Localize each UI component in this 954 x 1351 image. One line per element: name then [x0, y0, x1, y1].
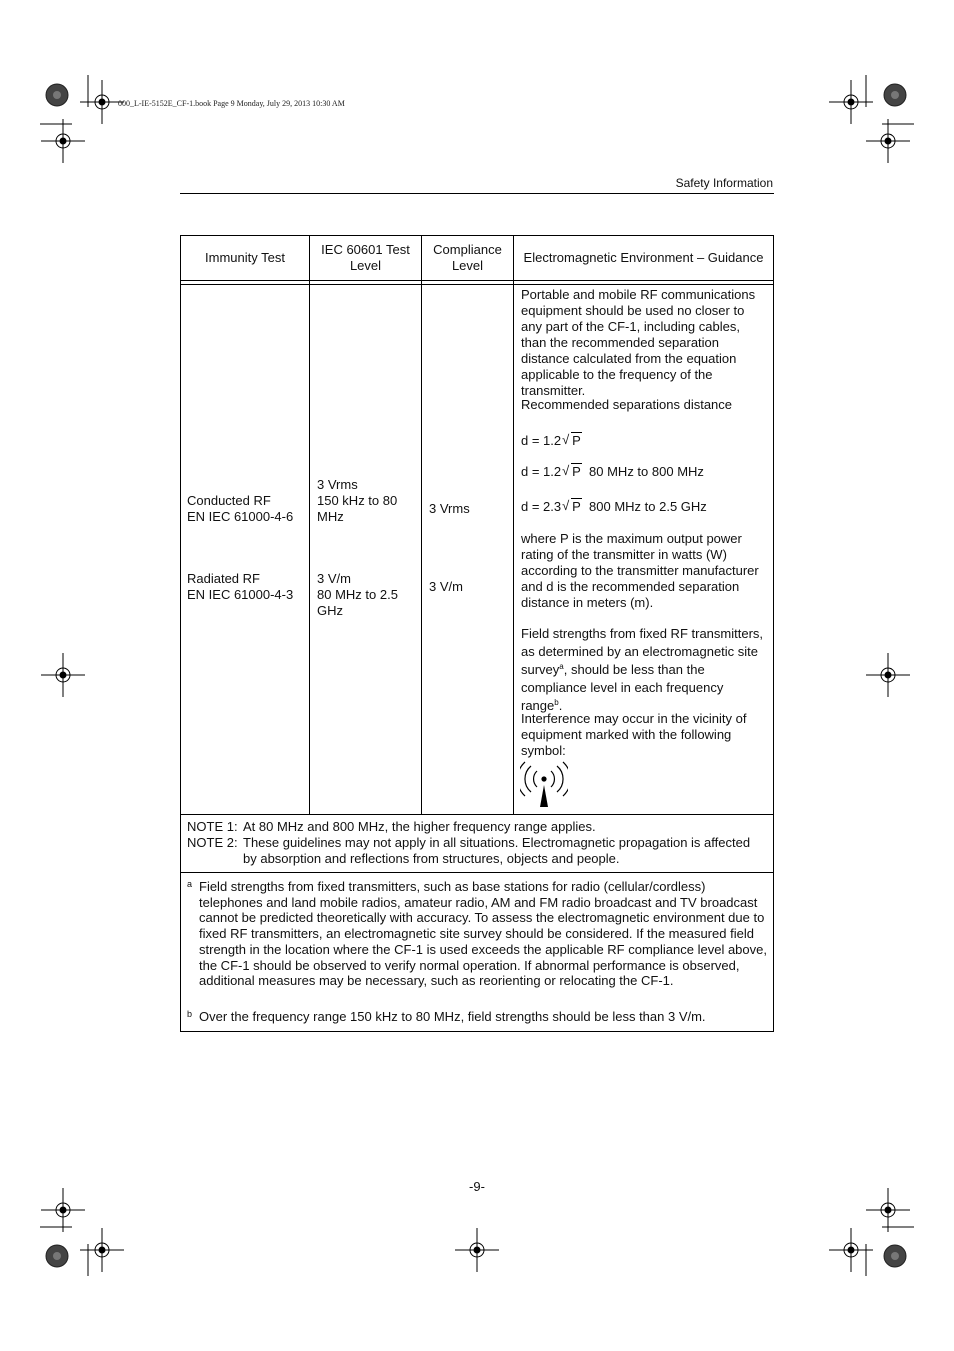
guidance-power-definition: where P is the maximum output power rating of the transmitter in watts (W) according to the transmitter manufacturer and d is the recommended separation distance in meters (m). — [521, 531, 759, 610]
radiated-rf-level: 3 V/m 80 MHz to 2.5 GHz — [317, 571, 398, 618]
formula-1-prefix: d = 1.2 — [521, 433, 562, 448]
col-divider-3 — [513, 236, 514, 814]
note-2: NOTE 2: These guidelines may not apply in all situations. Electromagnetic propagation is affected by absorption and reflections from structures, objects and people. — [187, 835, 751, 866]
col-header-guidance: Electromagnetic Environment – Guidance — [523, 250, 764, 265]
col-header-test-level: IEC 60601 Test Level — [321, 242, 410, 273]
col-divider-1 — [309, 236, 310, 814]
col-header-immunity-test: Immunity Test — [205, 250, 285, 265]
note-1: NOTE 1: At 80 MHz and 800 MHz, the higher frequency range applies. — [187, 819, 596, 834]
col-header-compliance-level: Compliance Level — [433, 242, 502, 273]
col-divider-2 — [421, 236, 422, 814]
book-file-line: 000_L-IE-5152E_CF-1.book Page 9 Monday, July 29, 2013 10:30 AM — [118, 99, 345, 108]
guidance-recommended-heading: Recommended separations distance — [521, 397, 733, 412]
guidance-interference: Interference may occur in the vicinity of equipment marked with the following symbol: — [521, 711, 747, 758]
formula-2 — [521, 464, 704, 480]
guidance-separation-paragraph: Portable and mobile RF communications equipment should be used no closer to any part of the CF-1, including cables, than the recommended separation distance calculated from the equation applicable to the frequency of the transmitter. — [521, 287, 756, 398]
footnotes-divider — [181, 872, 773, 873]
formula-3-range: 800 MHz to 2.5 GHz — [589, 499, 707, 514]
radiated-rf-test: Radiated RF EN IEC 61000-4-3 — [187, 571, 294, 602]
page-number: -9- — [469, 1179, 485, 1194]
formula-2-range: 80 MHz to 800 MHz — [589, 464, 704, 479]
footnote-b: b Over the frequency range 150 kHz to 80 MHz, field strengths should be less than 3 V/m. — [187, 1009, 706, 1024]
header-divider — [181, 280, 773, 281]
non-ionizing-radiation-icon — [520, 761, 568, 807]
header-divider-double — [181, 284, 773, 285]
formula-3-prefix: d = 2.3 — [521, 499, 562, 514]
immunity-table — [180, 235, 774, 1032]
formula-2-prefix: d = 1.2 — [521, 464, 562, 479]
notes-block — [187, 819, 767, 867]
conducted-rf-test: Conducted RF EN IEC 61000-4-6 — [187, 493, 294, 524]
section-title: Safety Information — [675, 176, 773, 190]
guidance-field-strength: Field strengths from fixed RF transmitters, as determined by an electromagnetic site survey$^a$, should be less than the compliance level in each frequency range$^b$. — [521, 626, 764, 713]
conducted-rf-compliance: 3 Vrms — [429, 501, 470, 516]
conducted-rf-level: 3 Vrms 150 kHz to 80 MHz — [317, 477, 398, 524]
sqrt-p: √ P — [562, 433, 582, 449]
formula-1 — [521, 433, 582, 449]
formula-3 — [521, 499, 707, 515]
header-rule — [180, 193, 774, 194]
sqrt-p: √ P — [562, 464, 582, 480]
radiated-rf-compliance: 3 V/m — [429, 579, 463, 594]
notes-divider — [181, 814, 773, 815]
sqrt-p: √ P — [562, 499, 582, 515]
footnote-a: a Field strengths from fixed transmitters, such as base stations for radio (cellular/cordless) telephones and land mobile radios, amateur radio, AM and FM radio broadcast and TV broadcast cannot be predicted theoretically with accuracy. To assess the electromagnetic environment due to fixed RF transmitters, an electromagnetic site survey should be considered. If the measured field strength in the location where the CF-1 is used exceeds the applicable RF compliance level above, the CF-1 should be observed to verify normal operation. If abnormal performance is observed, additional measures may be necessary, such as reorienting or relocating the CF-1. — [187, 879, 767, 989]
